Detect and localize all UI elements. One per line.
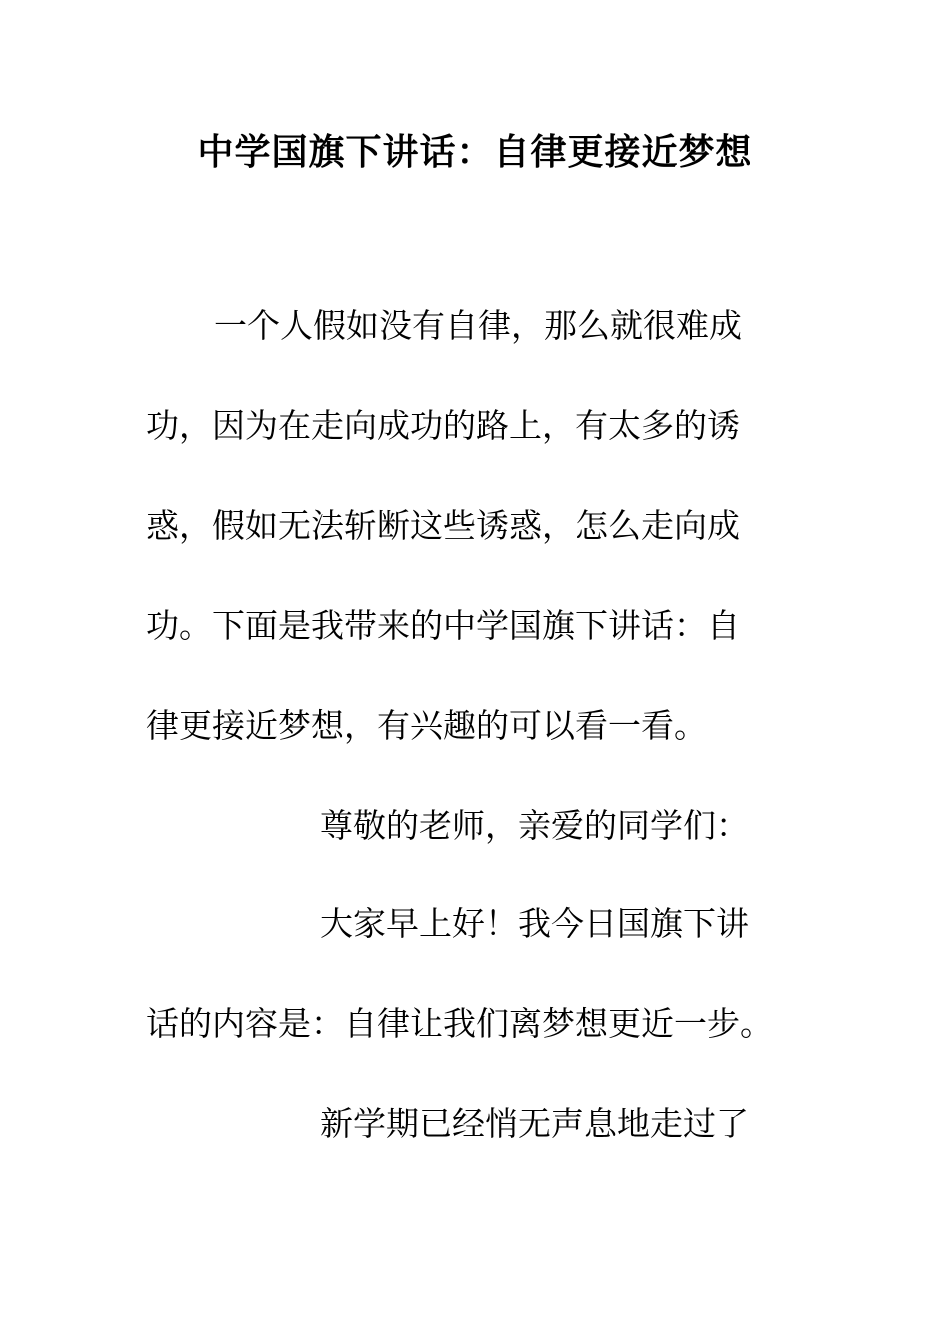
body-line-4: 功。下面是我带来的中学国旗下讲话：自 (146, 606, 740, 645)
body-line-3: 惑，假如无法斩断这些诱惑，怎么走向成 (146, 506, 740, 545)
salutation-line: 尊敬的老师，亲爱的同学们： (320, 806, 749, 845)
body-line-2: 功，因为在走向成功的路上，有太多的诱 (146, 406, 740, 445)
body-line-9: 新学期已经悄无声息地走过了 (320, 1104, 749, 1143)
body-line-1: 一个人假如没有自律，那么就很难成 (214, 306, 742, 345)
greeting-line: 大家早上好！我今日国旗下讲 (320, 904, 749, 943)
body-line-5: 律更接近梦想，有兴趣的可以看一看。 (146, 706, 707, 745)
body-line-8: 话的内容是：自律让我们离梦想更近一步。 (146, 1004, 773, 1043)
page-title: 中学国旗下讲话：自律更接近梦想 (197, 131, 753, 173)
